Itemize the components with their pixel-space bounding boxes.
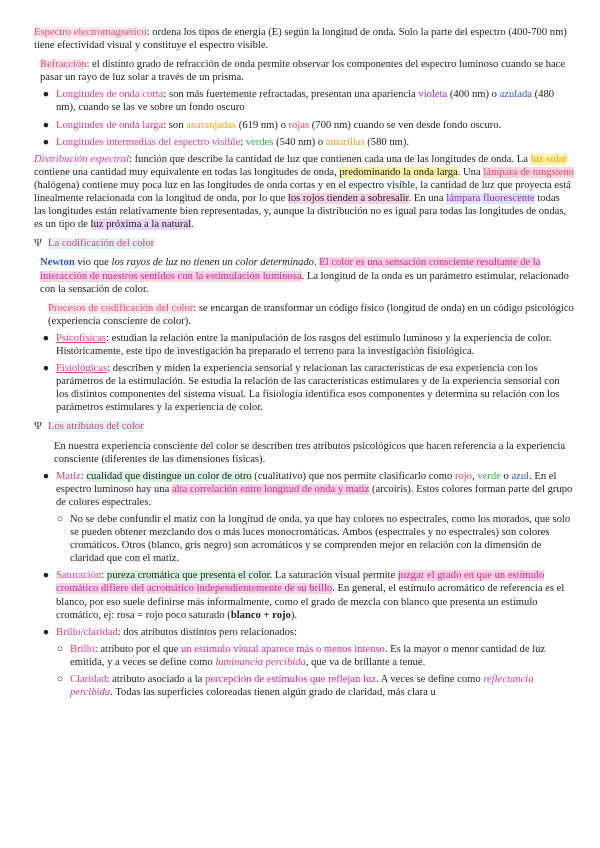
paragraph-atributos-intro: En nuestra experiencia consciente del color se describen tres atributos psicológicos que hacen referencia a la experiencia consciente (diferentes de las dimensiones físicas). — [54, 440, 566, 465]
list-item-text: Longitudes intermedias del espectro visible: verdes (540 nm) o amarillas (580 nm). — [56, 136, 410, 148]
paragraph-distribucion-espectral: Distribución espectral: función que describe la cantidad de luz que contienen cada una de las longitudes de onda. La luz solar contiene una cantidad muy equivalente en todas las longitudes de onda, predominando la onda larga. Una lámpara de tungsteno (halógena) contiene muy poca luz en las longitudes de onda cortas y en el espectro visible, la cantidad de luz que proyecta está linealmente relacionada con la longitud de onda, por lo que los rojos tienden a sobresalir. En una lámpara fluorescente todas las longitudes están relativamente bien representadas, y, aunque la distribución no es igual para todas las longitudes de ondas, es un tipo de luz próxima a la natural. — [34, 153, 574, 231]
list-item-fisiologicas — [34, 362, 574, 414]
bullet-disc-icon: ● — [42, 626, 50, 638]
list-item-text: Claridad: atributo asociado a la percepción de estímulos que reflejan luz. A veces se define como reflectancia percibida. Todas las superficies coloreadas tienen algún grado de claridad, más clara u — [70, 674, 534, 699]
section-title: La codificación del color — [48, 238, 155, 250]
term-matiz: Matiz — [56, 470, 81, 482]
section-heading-atributos — [34, 420, 574, 433]
term-saturacion: Saturación — [56, 570, 102, 582]
bullet-disc-icon: ● — [42, 136, 50, 148]
highlight-lampara-tungsteno: lámpara de tungsteno — [483, 166, 574, 178]
term-reflectancia-percibida: reflectancia percibida — [70, 674, 534, 699]
term-claridad: Claridad — [70, 674, 107, 686]
term-brillo-claridad: Brillo/claridad — [56, 626, 118, 638]
list-item-onda-corta — [34, 88, 574, 114]
list-item-text: Brillo: atributo por el que un estímulo visual aparece más o menos intenso. Es la mayor o menor cantidad de luz emitida, y a veces se define como luminancia percibida, que va de brillante a tenue. — [70, 643, 546, 668]
list-item-text: Longitudes de onda larga: son anaranjadas (619 nm) o rojas (700 nm) cuando se ven desde fondo oscuro. — [56, 119, 502, 131]
term-luminancia-percibida: luminancia percibida — [215, 656, 306, 668]
sub-list-item-brillo — [34, 643, 574, 669]
paragraph-text: : ordena los tipos de energía (E) según la longitud de onda. Solo la parte del espectro (400-700 nm) tiene efectividad visual y constituye el espectro visible. — [34, 27, 567, 52]
bullet-disc-icon: ● — [42, 470, 50, 482]
quote-newton: los rayos de luz no tienen un color determinado — [111, 257, 314, 269]
bullet-circle-icon: ○ — [56, 514, 64, 525]
bullet-disc-icon: ● — [42, 332, 50, 344]
color-word-verde: verde — [477, 470, 501, 482]
term-fisiologicas: Fisiológicas — [56, 363, 108, 375]
term-refraccion: Refracción — [40, 59, 87, 71]
highlight-luz-natural: luz próxima a la natural — [90, 219, 192, 231]
bullet-disc-icon: ● — [42, 570, 50, 582]
highlight-lampara-fluorescente: lámpara fluorescente — [446, 193, 535, 205]
highlight-intenso: un estímulo visual aparece más o menos intenso — [180, 643, 385, 655]
bullet-disc-icon: ● — [42, 119, 50, 131]
term-espectro: Espectro electromagnético — [34, 27, 147, 38]
sub-list-item-claridad — [34, 673, 574, 699]
highlight-correlacion: alta correlación entre longitud de onda y matiz — [171, 483, 370, 495]
list-item-text: Saturación: pureza cromática que presenta el color. La saturación visual permite juzgar el grado en que un estímulo cromático difiere del acromático independientemente de su brillo. En general, el estímulo acromático de referencia es el blanco, por eso suele definirse más informalmente, como el grado de mezcla con blanco que presenta un estímulo cromático, ej: rosa = rojo poco saturado (blanco + rojo). — [56, 570, 565, 621]
paragraph-espectro — [34, 26, 574, 52]
sub-list-item-matiz — [34, 513, 574, 565]
list-item-text: Longitudes de onda corta: son más fuertemente refractadas, presentan una apariencia violeta (400 nm) o azulada (480 nm), cuando se las ve sobre un fondo oscuro — [56, 89, 555, 114]
highlight-luz-solar: luz solar — [530, 153, 567, 165]
paragraph-refraccion — [34, 58, 574, 84]
term-brillo: Brillo — [70, 643, 95, 655]
list-item-text: Fisiológicas: describen y miden la experiencia sensorial y relacionan las características de esa experiencia con los parámetros de la estimulación. Se estudia la relación de las características estimulares y de la experiencia sensorial con los distintos componentes del sistema visual. La fisiología identifica esos componentes y determina su relación con los parámetros estimulares y la experiencia de color. — [56, 363, 560, 414]
paragraph-procesos: Procesos de codificación del color: se encargan de transformar un código físico (longitud de onda) en un código psicológico (experiencia consciente de color). — [48, 302, 574, 327]
psi-icon: Ψ — [34, 421, 42, 433]
section-title: Los atributos del color — [48, 421, 144, 433]
bullet-circle-icon: ○ — [56, 643, 64, 655]
color-word-rojas: rojas — [288, 119, 310, 131]
color-word-amarillas: amarillas — [325, 136, 365, 148]
term-distribucion: Distribución espectral — [34, 153, 130, 165]
color-word-rojo: rojo — [454, 470, 473, 482]
bold-blanco-rojo: blanco + rojo — [230, 609, 291, 621]
psi-icon: Ψ — [34, 238, 42, 250]
list-item-matiz — [34, 470, 574, 509]
color-word-violeta: violeta — [418, 89, 448, 101]
paragraph-text: : el distinto grado de refracción de onda permite observar los componentes del espectro luminoso cuando se hace pasar un rayo de luz solar a través de un prisma. — [40, 59, 566, 84]
term-onda-corta: Longitudes de onda corta — [56, 89, 164, 101]
bullet-circle-icon: ○ — [56, 674, 64, 686]
highlight-cualidad: cualidad que distingue un color de otro — [86, 470, 252, 482]
list-item-text: No se debe confundir el matiz con la longitud de onda, ya que hay colores no espectrales, como los morados, que solo se pueden obtener mezclando dos o más luces monocromáticas. Ambos (espectrales y no espectrales) son colores cromáticos. Otros (blanco, gris negro) son acromáticos y se comprenden mejor en relación con la dimensión de claridad que con el matiz. — [70, 514, 571, 565]
color-word-azulada: azulada — [499, 89, 532, 101]
color-word-anaranjadas: anaranjadas — [186, 119, 237, 131]
list-item-saturacion — [34, 569, 574, 621]
list-item-onda-larga — [34, 119, 574, 132]
list-item-text: Psicofísicas: estudian la relación entre la manipulación de los rasgos del estímulo luminoso y la experiencia de color. Históricamente, este tipo de investigación ha preparado el terreno para la investigación fisiológica. — [56, 332, 552, 357]
color-word-azul: azul — [511, 470, 530, 482]
bullet-disc-icon: ● — [42, 363, 50, 375]
list-item-brillo-claridad — [34, 626, 574, 639]
term-psicofisicas: Psicofísicas — [56, 332, 107, 344]
highlight-sensacion-consciente: El color es una sensación consciente resultante de la interacción de nuestros sentidos con la estimulación luminosa — [40, 257, 541, 282]
highlight-reflejan-luz: percepción de estímulos que reflejan luz — [205, 674, 376, 686]
term-onda-larga: Longitudes de onda larga — [56, 119, 164, 131]
list-item-text: Brillo/claridad: dos atributos distintos pero relacionados: — [56, 626, 297, 638]
color-word-verdes: verdes — [245, 136, 274, 148]
section-heading-codificacion — [34, 237, 574, 250]
list-item-text: Matiz: cualidad que distingue un color de otro (cualitativo) que nos permite clasificarlo como rojo, verde o azul. En el espectro luminoso hay una alta correlación entre longitud de onda y matiz (arcoíris). Estos colores forman parte del grupo de colores espectrales. — [56, 470, 573, 508]
term-newton: Newton — [40, 257, 75, 269]
highlight-rojos-sobresalir: los rojos tienden a sobresalir — [287, 193, 409, 205]
highlight-juzgar-grado: juzgar el grado en que un estímulo cromático difiere del acromático independientemente de su brillo — [56, 570, 545, 595]
list-item-psicofisicas — [34, 332, 574, 358]
term-onda-intermedia: Longitudes intermedias del espectro visible — [56, 136, 241, 148]
paragraph-newton: Newton vio que los rayos de luz no tienen un color determinado. El color es una sensación consciente resultante de la interacción de nuestros sentidos con la estimulación luminosa. La longitud de la onda es un parámetro estimular, relacionado con la sensación de color. — [40, 257, 569, 295]
highlight-pureza: pureza cromática que presenta el color — [106, 570, 270, 582]
term-procesos: Procesos de codificación del color — [48, 302, 194, 314]
list-item-onda-intermedia — [34, 136, 574, 149]
bullet-disc-icon: ● — [42, 89, 50, 101]
highlight-onda-larga: predominando la onda larga — [339, 166, 458, 178]
